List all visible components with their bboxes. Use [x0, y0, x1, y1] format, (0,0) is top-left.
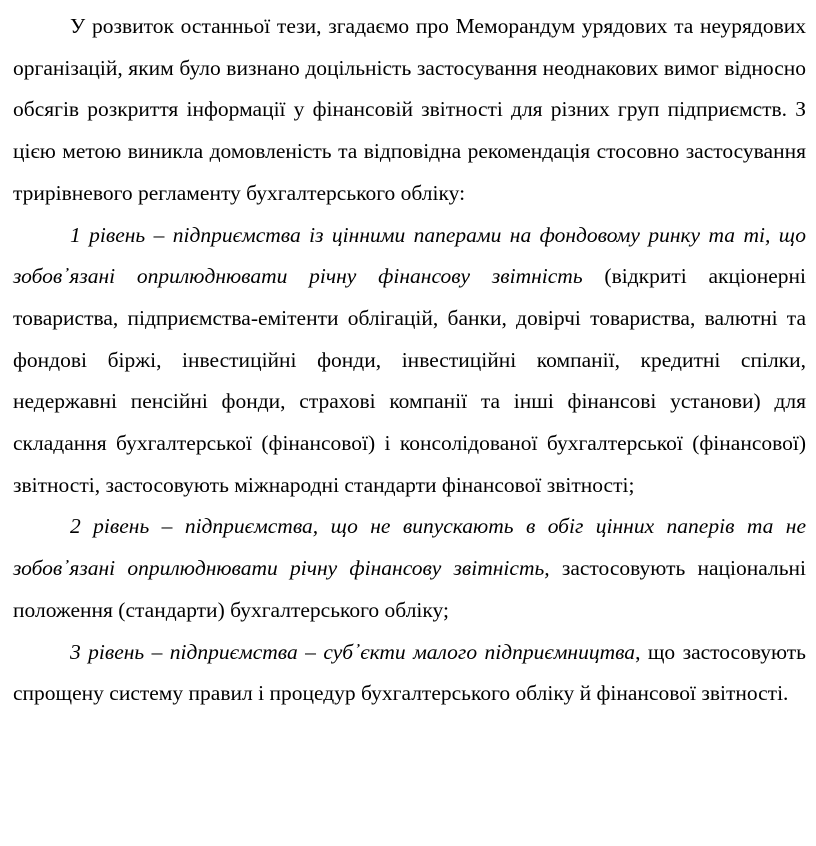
intro-text: У розвиток останньої тези, згадаємо про Меморандум урядових та неурядових організацій, яким було визнано доцільність застосування неоднакових вимог відносно обсягів розкриття інформації у фінансовій звітності для різних груп підприємств. З цією метою виникла домовленість та відповідна рекомендація стосовно застосування трирівневого регламенту бухгалтерського обліку: [13, 14, 806, 205]
level-1-paragraph [13, 215, 806, 507]
level-3-paragraph [13, 632, 806, 715]
intro-paragraph [13, 6, 806, 215]
level-2-heading: 2 рівень – підприємства, що не випускають в обіг цінних паперів та не зобов᾽язані оприлюднювати річну фінансову звітність, [13, 514, 806, 581]
level-3-heading: 3 рівень – підприємства – суб᾽єкти малого підприємництва [70, 639, 636, 664]
level-1-heading: 1 рівень – підприємства із цінними паперами на фондовому ринку та ті, що зобов᾽язані оприлюднювати річну фінансову звітність [13, 222, 806, 289]
level-2-description: застосовують національні положення (стандарти) бухгалтерського обліку; [13, 556, 807, 622]
document-page [13, 6, 806, 715]
level-2-paragraph [13, 506, 806, 631]
level-3-description: , що застосовують спрощену систему правил і процедур бухгалтерського обліку й фінансової звітності. [13, 639, 806, 706]
level-1-description: (відкриті акціонерні товариства, підприємства-емітенти облігацій, банки, довірчі товариства, валютні та фондові біржі, інвестиційні фонди, інвестиційні компанії, кредитні спілки, недержавні пенсійні фонди, страхові компанії та інші фінансові установи) для складання бухгалтерської (фінансової) і консолідованої бухгалтерської (фінансової) звітності, застосовують міжнародні стандарти фінансової звітності; [13, 264, 806, 497]
